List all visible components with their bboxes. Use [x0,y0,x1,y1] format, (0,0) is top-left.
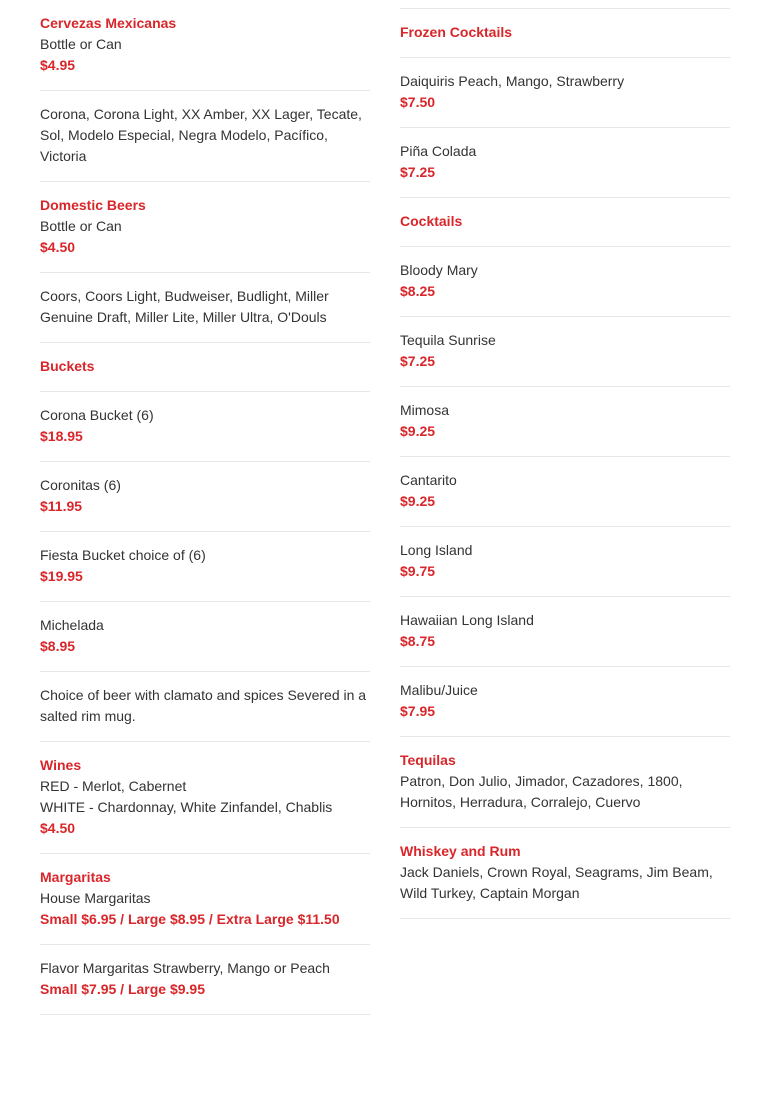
item-price: $8.25 [400,283,436,299]
menu-item [400,457,730,527]
menu-item [40,672,370,742]
menu-item [400,737,730,828]
menu-item [40,182,370,273]
item-description: Flavor Margaritas Strawberry, Mango or Peach [40,960,330,976]
item-price: $8.75 [400,633,436,649]
item-price: $4.50 [40,820,76,836]
menu-item [40,0,370,91]
item-description: Jack Daniels, Crown Royal, Seagrams, Jim Beam, Wild Turkey, Captain Morgan [400,864,713,901]
item-description: Fiesta Bucket choice of (6) [40,547,206,563]
item-price: $4.95 [40,57,76,73]
menu-item [400,527,730,597]
item-description: Bottle or Can [40,36,122,52]
item-price: $7.95 [400,703,436,719]
menu-item [400,198,730,247]
menu-item [400,128,730,198]
item-price: $9.25 [400,493,436,509]
menu-item [400,828,730,919]
item-price: $7.25 [400,353,436,369]
item-description: Bottle or Can [40,218,122,234]
section-title-cocktails: Cocktails [400,213,463,229]
item-price: $7.25 [400,164,436,180]
item-price: $9.75 [400,563,436,579]
item-description: Cantarito [400,472,457,488]
item-price: $9.25 [400,423,436,439]
item-price: $4.50 [40,239,76,255]
menu-item [40,343,370,392]
item-description: Daiquiris Peach, Mango, Strawberry [400,73,625,89]
menu-item [40,91,370,182]
item-description: Malibu/Juice [400,682,478,698]
menu-item [400,317,730,387]
menu-item [40,273,370,343]
item-description: Michelada [40,617,104,633]
section-title-buckets: Buckets [40,358,95,374]
menu-item [400,667,730,737]
item-description: Patron, Don Julio, Jimador, Cazadores, 1800, Hornitos, Herradura, Corralejo, Cuervo [400,773,683,810]
item-description: Tequila Sunrise [400,332,496,348]
item-description: Hawaiian Long Island [400,612,534,628]
section-title-cervezas-mexicanas: Cervezas Mexicanas [40,15,177,31]
item-description: Corona Bucket (6) [40,407,154,423]
item-description: Piña Colada [400,143,477,159]
menu-item [40,742,370,854]
item-price: $11.95 [40,498,83,514]
menu-column-left [40,0,370,1015]
item-description: Corona, Corona Light, XX Amber, XX Lager, Tecate, Sol, Modelo Especial, Negra Modelo, Pacífico, Victoria [40,106,362,164]
item-price: $8.95 [40,638,76,654]
section-title-domestic-beers: Domestic Beers [40,197,146,213]
menu-item [400,597,730,667]
menu-item [40,532,370,602]
item-price: $19.95 [40,568,83,584]
menu-item [40,602,370,672]
item-description: Coors, Coors Light, Budweiser, Budlight, Miller Genuine Draft, Miller Lite, Miller Ultra, O'Douls [40,288,329,325]
menu-item [40,854,370,945]
item-description: Choice of beer with clamato and spices Severed in a salted rim mug. [40,687,367,724]
item-price: Small $7.95 / Large $9.95 [40,981,205,997]
item-description: Coronitas (6) [40,477,121,493]
item-description: RED - Merlot, Cabernet [40,778,187,794]
menu-divider [400,0,730,9]
menu-item [400,58,730,128]
menu-item [400,387,730,457]
section-title-wines: Wines [40,757,82,773]
item-description: Mimosa [400,402,450,418]
item-price: $7.50 [400,94,436,110]
menu-item [400,247,730,317]
section-title-margaritas: Margaritas [40,869,111,885]
menu-item [40,945,370,1015]
section-title-tequilas: Tequilas [400,752,456,768]
menu-item [40,392,370,462]
section-title-frozen-cocktails: Frozen Cocktails [400,24,513,40]
section-title-whiskey-and-rum: Whiskey and Rum [400,843,521,859]
menu-item [40,462,370,532]
menu-item [400,9,730,58]
item-description: WHITE - Chardonnay, White Zinfandel, Chablis [40,799,333,815]
item-description: House Margaritas [40,890,151,906]
item-description: Bloody Mary [400,262,478,278]
item-description: Long Island [400,542,473,558]
item-price: Small $6.95 / Large $8.95 / Extra Large $11.50 [40,911,340,927]
menu-column-right [400,0,730,919]
item-price: $18.95 [40,428,83,444]
